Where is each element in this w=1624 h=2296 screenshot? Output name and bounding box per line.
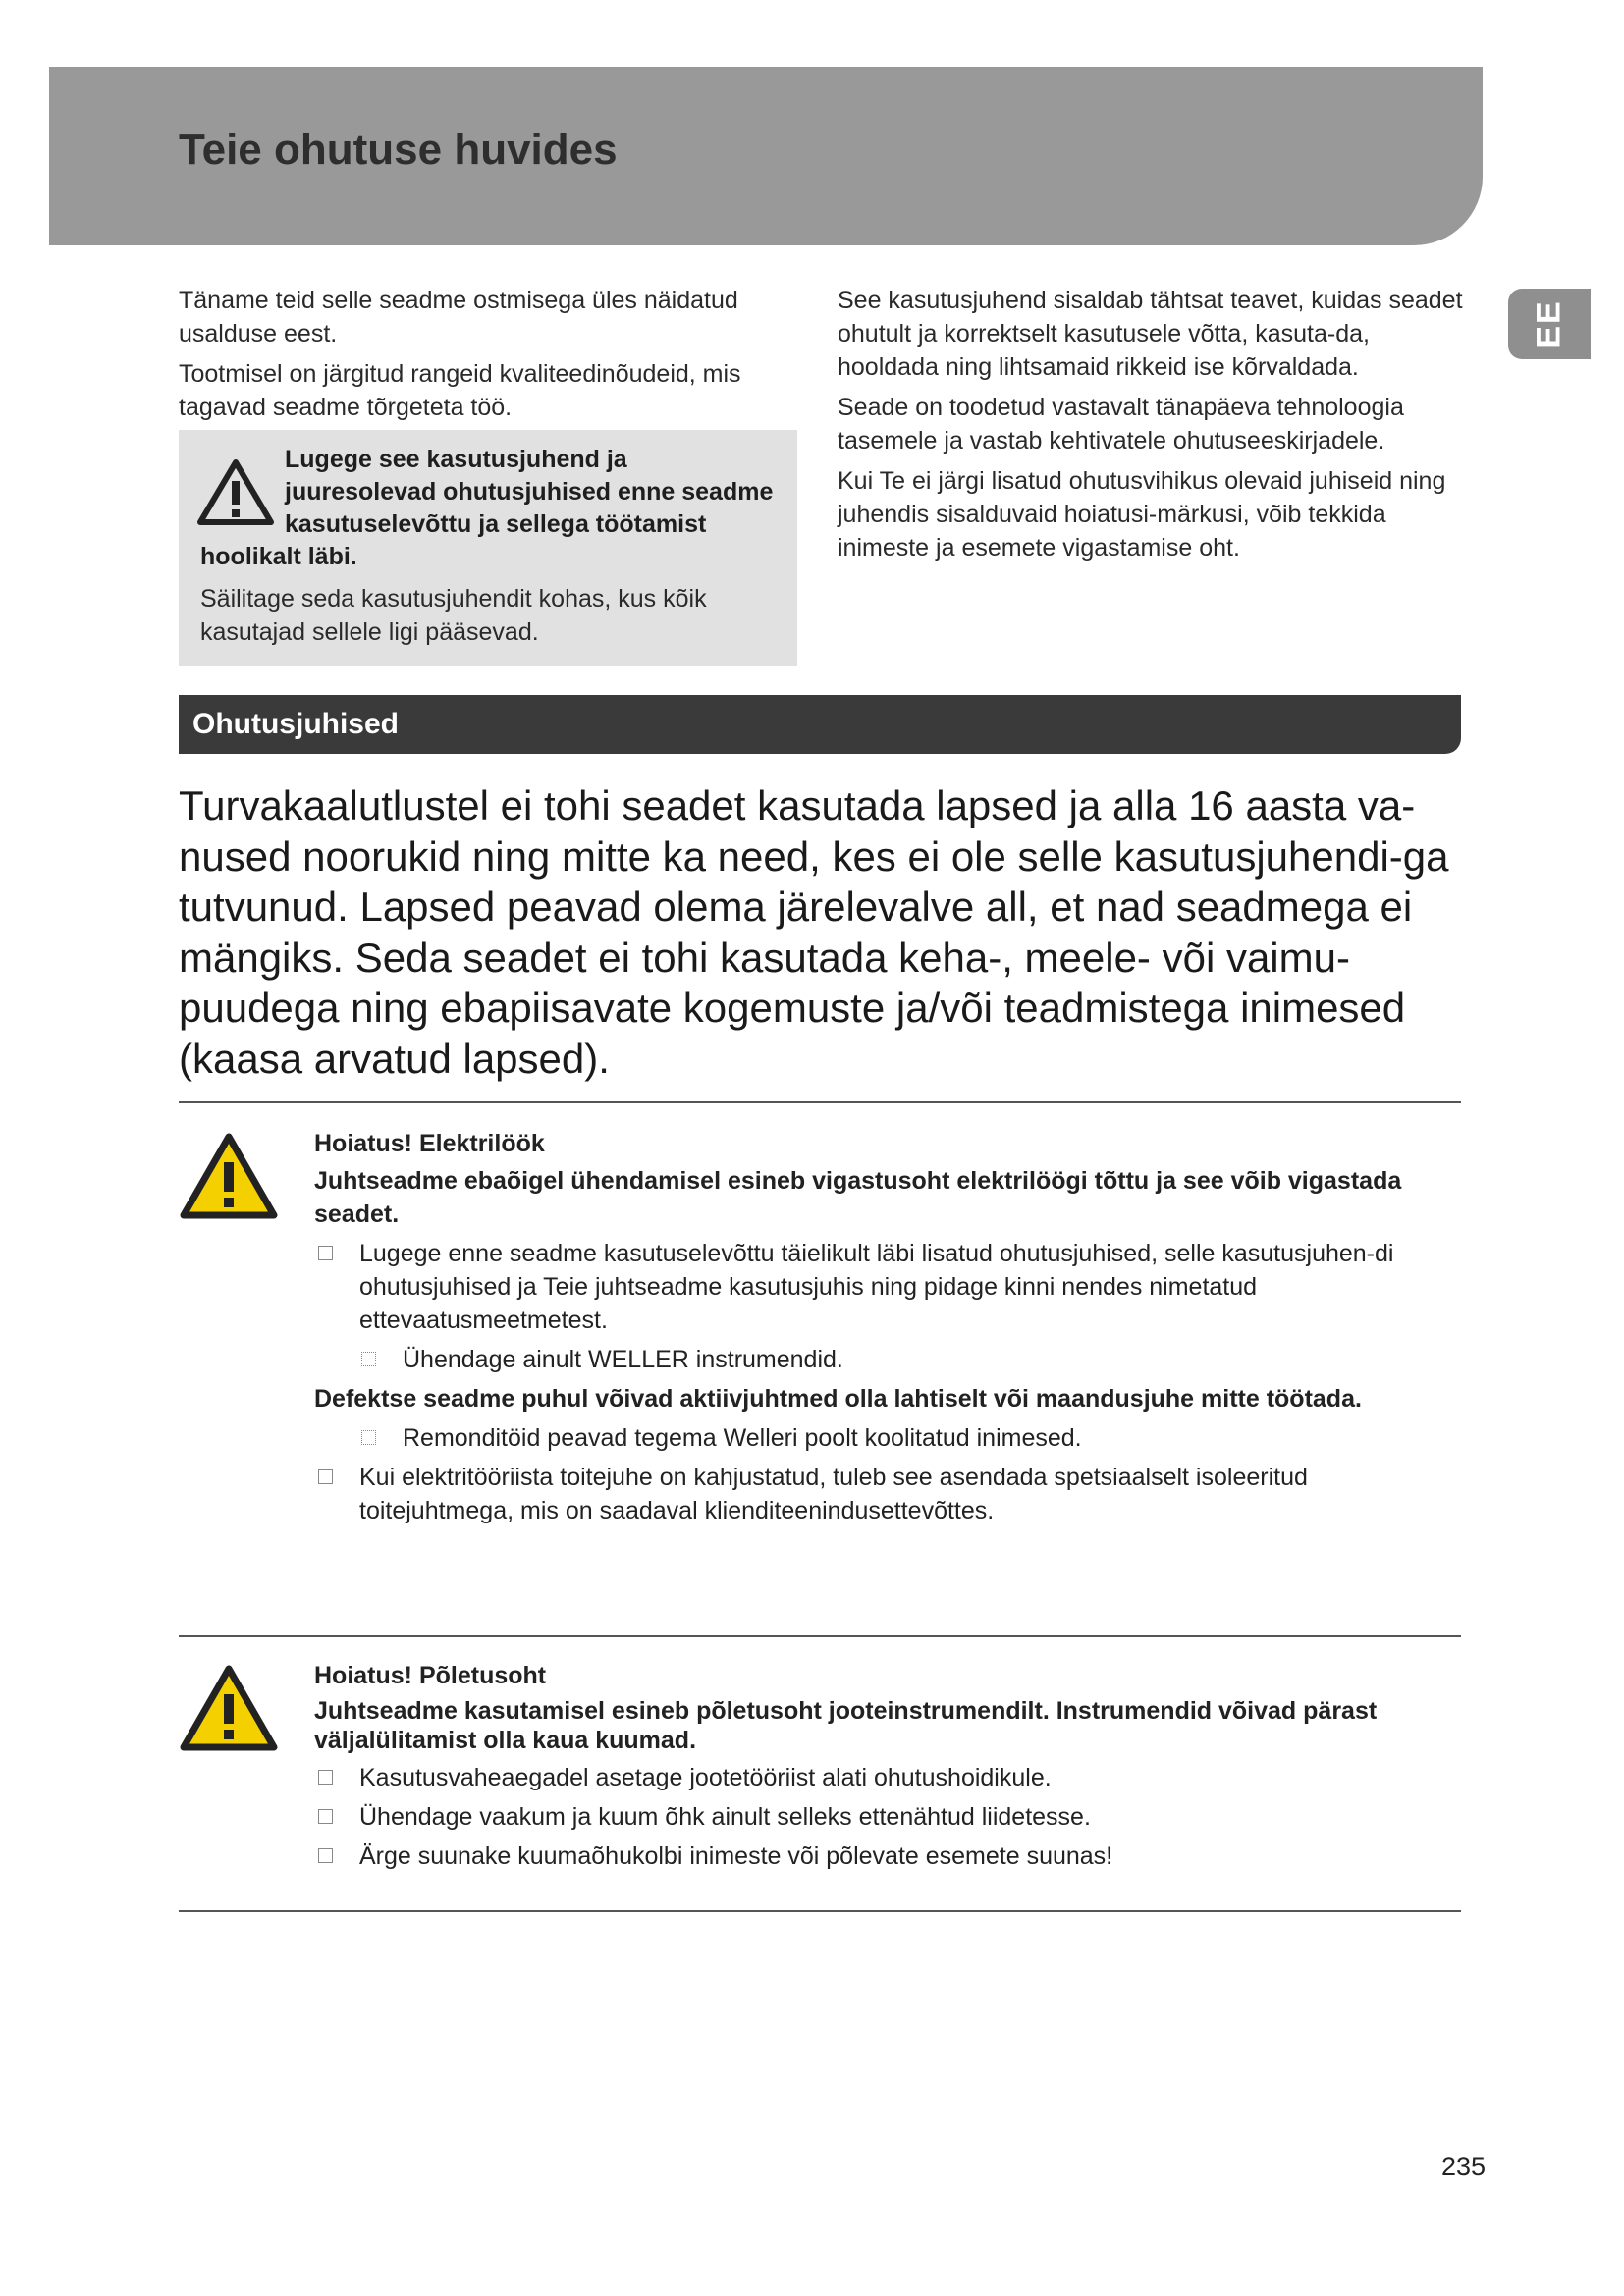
- checkbox-bullet-icon: [318, 1809, 333, 1824]
- language-tab: [1508, 289, 1591, 359]
- checkbox-bullet-icon: [361, 1352, 376, 1366]
- warning-list: [314, 1237, 1463, 1376]
- checkbox-bullet-icon: [361, 1430, 376, 1445]
- intro-paragraph: Kui Te ei järgi lisatud ohutusvihikus olevaid juhiseid ning juhendis sisalduvaid hoiatusi-märkusi, võib tekkida inimeste ja esemete vigastamise oht.: [838, 467, 1446, 561]
- reading-note-bold: Lugege see kasutusjuhend ja juuresolevad ohutusjuhised enne seadme kasutuselevõttu ja sellega töötamist hoolikalt läbi.: [200, 446, 774, 570]
- list-item-text: Kui elektritööriista toitejuhe on kahjustatud, tuleb see asendada spetsiaalselt isoleeritud toitejuhtmega, mis on saadaval klienditeenindusettevõttes.: [359, 1464, 1308, 1524]
- list-item-text: Kasutusvaheaegadel asetage jootetööriist alati ohutushoidikule.: [359, 1764, 1052, 1791]
- reading-note-box: [179, 430, 797, 666]
- intro-paragraph: See kasutusjuhend sisaldab tähtsat teavet, kuidas seadet ohutult ja korrektselt kasutusele võtta, kasuta-da, hooldada ning lihtsamaid rikkeid ise kõrvaldada.: [838, 287, 1463, 381]
- warning-lead: Defektse seadme puhul võivad aktiivjuhtmed olla lahtiselt või maandusjuhe mitte töötada.: [314, 1385, 1362, 1413]
- warning-list: [314, 1421, 1463, 1527]
- divider: [179, 1635, 1461, 1637]
- divider: [179, 1101, 1461, 1103]
- intro-paragraph: Tootmisel on järgitud rangeid kvaliteedinõudeid, mis tagavad seadme tõrgeteta töö.: [179, 360, 741, 421]
- page-title: Teie ohutuse huvides: [179, 126, 618, 174]
- warning-lead: Juhtseadme ebaõigel ühendamisel esineb vigastusoht elektrilöögi tõttu ja see võib vigastada seadet.: [314, 1167, 1402, 1228]
- list-item: [314, 1840, 1463, 1873]
- intro-right-column: [838, 284, 1466, 571]
- burn-warning-icon: [179, 1663, 279, 1753]
- intro-left-column: [179, 284, 787, 431]
- warning-list: [314, 1761, 1463, 1873]
- list-item: [314, 1237, 1463, 1337]
- electric-warning-block: [314, 1127, 1463, 1533]
- reading-note-text: Säilitage seda kasutusjuhendit kohas, kus kõik kasutajad sellele ligi pääsevad.: [200, 585, 707, 646]
- list-item: [314, 1800, 1463, 1834]
- checkbox-bullet-icon: [318, 1848, 333, 1863]
- list-item: [357, 1343, 1463, 1376]
- checkbox-bullet-icon: [318, 1246, 333, 1260]
- list-item-text: Remonditöid peavad tegema Welleri poolt koolitatud inimesed.: [403, 1424, 1082, 1452]
- page-number: 235: [1441, 2152, 1487, 2181]
- intro-paragraph: Seade on toodetud vastavalt tänapäeva tehnoloogia tasemele ja vastab kehtivatele ohutuseeskirjadele.: [838, 394, 1404, 454]
- children-safety-notice: Turvakaalutlustel ei tohi seadet kasutada lapsed ja alla 16 aasta va-nused noorukid ning mitte ka need, kes ei ole selle kasutusjuhendi-ga tutvunud. Lapsed peavad olema järelevalve all, et nad seadmega ei mängiks. Seda seadet ei tohi kasutada keha-, meele- või vaimu-puudega ning ebapiisavate kogemuste ja/või teadmistega inimesed (kaasa arvatud lapsed).: [179, 782, 1449, 1082]
- divider: [179, 1910, 1461, 1912]
- list-item-text: Lugege enne seadme kasutuselevõttu täielikult läbi lisatud ohutusjuhised, selle kasutusjuhen-di ohutusjuhised ja Teie juhtseadme kasutusjuhis ning pidage kinni nendes nimetatud ettevaatusmeetmetest.: [359, 1240, 1394, 1334]
- warning-triangle-icon: [196, 457, 275, 526]
- list-item-text: Ärge suunake kuumaõhukolbi inimeste või põlevate esemete suunas!: [359, 1842, 1113, 1870]
- checkbox-bullet-icon: [318, 1770, 333, 1785]
- section-title: Ohutusjuhised: [192, 708, 399, 740]
- warning-title: Hoiatus! Elektrilöök: [314, 1130, 545, 1157]
- checkbox-bullet-icon: [318, 1469, 333, 1484]
- list-item-text: Ühendage vaakum ja kuum õhk ainult selleks ettenähtud liidetesse.: [359, 1803, 1091, 1831]
- list-item-text: Ühendage ainult WELLER instrumendid.: [403, 1346, 843, 1373]
- warning-lead: Juhtseadme kasutamisel esineb põletusoht jooteinstrumendilt. Instrumendid võivad pärast väljalülitamist olla kaua kuumad.: [314, 1697, 1378, 1754]
- warning-title: Hoiatus! Põletusoht: [314, 1662, 547, 1689]
- section-header-bar: [179, 695, 1461, 754]
- intro-paragraph: Täname teid selle seadme ostmisega üles näidatud usalduse eest.: [179, 287, 738, 347]
- list-item: [357, 1421, 1463, 1455]
- burn-warning-block: [314, 1659, 1463, 1879]
- list-item: [314, 1761, 1463, 1794]
- electric-warning-icon: [179, 1131, 279, 1221]
- list-item: [314, 1461, 1463, 1527]
- language-tab-label: EE: [1530, 299, 1568, 348]
